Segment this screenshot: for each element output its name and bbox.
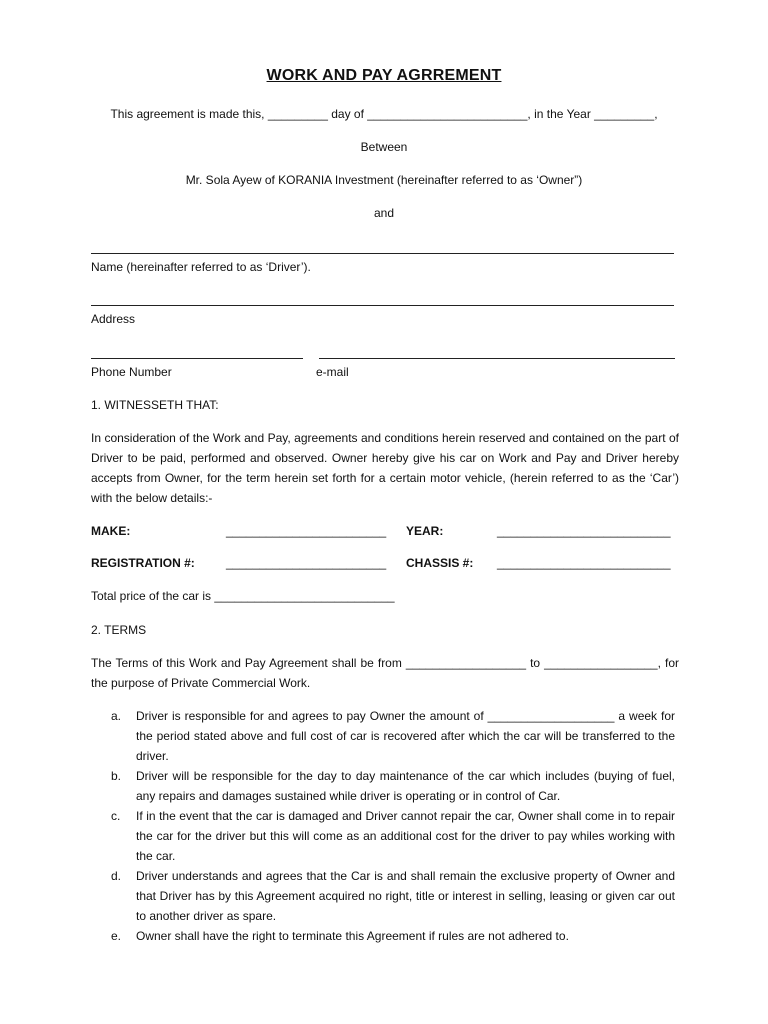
terms-list: [91, 706, 675, 946]
name-blank-line: [91, 253, 674, 254]
list-item-label: e.: [111, 929, 122, 943]
total-price-line: Total price of the car is ___________________________: [91, 589, 395, 603]
make-blank: ________________________: [226, 524, 387, 538]
list-item-text: Owner shall have the right to terminate this Agreement if rules are not adhered to.: [136, 929, 569, 943]
address-blank-line: [91, 305, 674, 306]
chassis-blank: __________________________: [497, 556, 671, 570]
section1-text: In consideration of the Work and Pay, agreements and conditions herein reserved and contained on the part of Driver to be paid, performed and observed. Owner hereby give his car on Work and Pay and Driver hereby accepts from Owner, for the term herein set forth for a certain motor vehicle, (herein referred to as the ‘Car’) with the below details:-: [91, 431, 679, 505]
section1-paragraph: [91, 428, 679, 508]
list-item: [91, 706, 675, 766]
intro-line: This agreement is made this, _________ day of ________________________, in the Year _________,: [110, 107, 658, 121]
list-item: [91, 766, 675, 806]
phone-label: Phone Number: [91, 365, 172, 379]
year-blank: __________________________: [497, 524, 671, 538]
chassis-label: CHASSIS #:: [406, 556, 474, 570]
registration-label: REGISTRATION #:: [91, 556, 195, 570]
section2-heading: 2. TERMS: [91, 623, 147, 637]
make-label: MAKE:: [91, 524, 131, 538]
document-title: WORK AND PAY AGRREMENT: [266, 67, 502, 84]
terms-paragraph: [91, 653, 679, 693]
year-label: YEAR:: [406, 524, 444, 538]
list-item-text: Driver understands and agrees that the Car is and shall remain the exclusive property of Owner and that Driver has by this Agreement acquired no right, title or interest in selling, leasing or given car out to another driver as spare.: [136, 869, 675, 923]
between-label: Between: [360, 140, 408, 154]
terms-text: The Terms of this Work and Pay Agreement shall be from __________________ to _________________, for the purpose of Private Commercial Work.: [91, 656, 679, 690]
phone-blank-line: [91, 358, 303, 359]
registration-blank: ________________________: [226, 556, 387, 570]
address-label: Address: [91, 312, 136, 326]
list-item-text: Driver will be responsible for the day to day maintenance of the car which includes (buying of fuel, any repairs and damages sustained while driver is operating or in control of Car.: [136, 769, 675, 803]
owner-line: Mr. Sola Ayew of KORANIA Investment (hereinafter referred to as ‘Owner”): [185, 173, 583, 187]
list-item: [91, 926, 675, 946]
list-item: [91, 806, 675, 866]
name-label: Name (hereinafter referred to as ‘Driver’).: [91, 260, 311, 274]
list-item-label: c.: [111, 809, 121, 823]
list-item-text: Driver is responsible for and agrees to pay Owner the amount of ___________________ a week for the period stated above and full cost of car is recovered after which the car will be transferred to the driver.: [136, 709, 675, 763]
list-item-label: d.: [111, 869, 122, 883]
email-label: e-mail: [316, 365, 349, 379]
email-blank-line: [319, 358, 675, 359]
list-item-label: a.: [111, 709, 122, 723]
list-item-label: b.: [111, 769, 122, 783]
list-item-text: If in the event that the car is damaged and Driver cannot repair the car, Owner shall come in to repair the car for the driver but this will come as an additional cost for the driver to pay whiles working with the car.: [136, 809, 675, 863]
list-item: [91, 866, 675, 926]
section1-heading: 1. WITNESSETH THAT:: [91, 398, 219, 412]
and-label: and: [373, 206, 395, 220]
